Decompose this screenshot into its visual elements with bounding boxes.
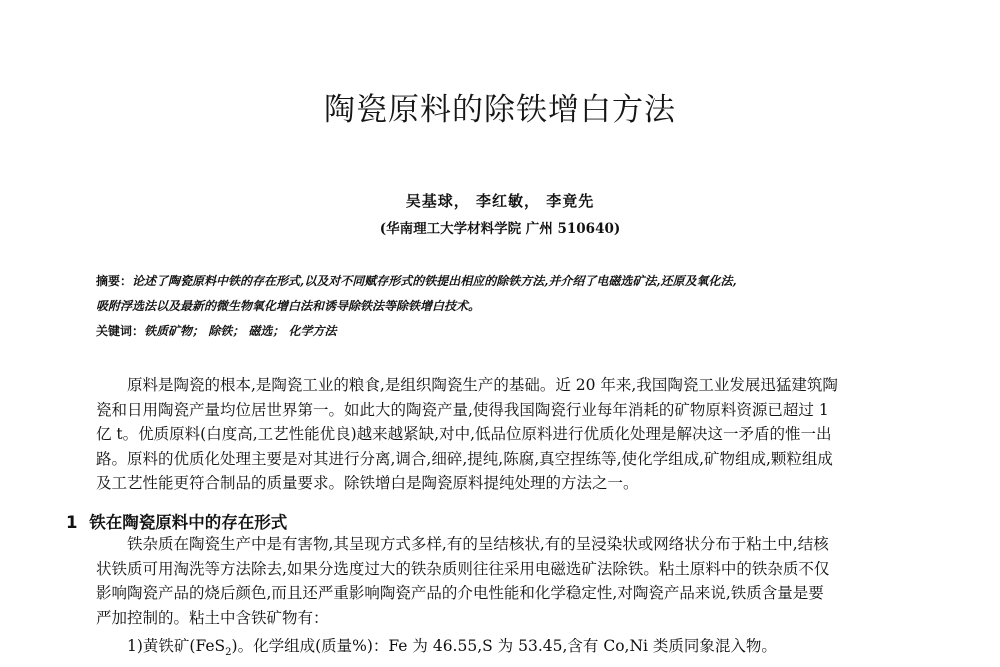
paragraph-line: 亿 t。优质原料(白度高,工艺性能优良)越来越紧缺,对中,低品位原料进行优质化处理是解决这一矛盾的惟一出 [96, 425, 832, 443]
paragraph-line: 瓷和日用陶瓷产量均位居世界第一。如此大的陶瓷产量,使得我国陶瓷行业每年消耗的矿物原料资源已超过 1 [96, 400, 829, 419]
abstract-line-1: 论述了陶瓷原料中铁的存在形式,以及对不同赋存形式的铁提出相应的除铁方法,并介绍了电磁选矿法,还原及氧化法, [132, 274, 737, 288]
section-title: 铁在陶瓷原料中的存在形式 [89, 513, 288, 532]
item-prefix: 1)黄铁矿(FeS [127, 637, 226, 655]
paper-title: 陶瓷原料的除铁增白方法 [324, 92, 676, 128]
paragraph-line: 路。原料的优质化处理主要是对其进行分离,调合,细碎,提纯,陈腐,真空捏练等,使化学组成,矿物组成,颗粒组成 [96, 449, 833, 468]
section-number: 1 [66, 513, 78, 532]
paragraph-line: 状铁质可用淘洗等方法除去,如果分选度过大的铁杂质则往往采用电磁选矿法除铁。粘土原料中的铁杂质不仅 [96, 559, 830, 578]
paragraph-line: 原料是陶瓷的根本,是陶瓷工业的粮食,是组织陶瓷生产的基础。近 20 年来,我国陶瓷工业发展迅猛建筑陶 [127, 376, 838, 394]
paragraph-line: 铁杂质在陶瓷生产中是有害物,其呈现方式多样,有的呈结核状,有的呈浸染状或网络状分布于粘土中,结核 [127, 535, 829, 553]
list-item [127, 634, 777, 658]
affiliation: (华南理工大学材料学院 广州 510640) [379, 221, 621, 237]
section-heading [66, 509, 287, 533]
abstract [96, 269, 916, 319]
abstract-label: 摘要： [96, 274, 133, 288]
intro-paragraph [96, 373, 922, 496]
item-subscript: 2 [225, 647, 232, 659]
section-paragraph [96, 532, 922, 630]
abstract-line-2: 吸附浮选法以及最新的微生物氧化增白法和诱导除铁法等除铁增白技术。 [96, 299, 481, 313]
author-list: 吴基球， 李红敏， 李竟先 [405, 192, 595, 210]
cropped-next-line [420, 658, 940, 667]
paragraph-line: 严加控制的。粘土中含铁矿物有： [96, 608, 329, 627]
paragraph-line: 影响陶瓷产品的烧后颜色,而且还严重影响陶瓷产品的介电性能和化学稳定性,对陶瓷产品来说,铁质含量是要 [96, 584, 824, 602]
keywords-text: 铁质矿物； 除铁； 磁选； 化学方法 [144, 324, 337, 338]
paragraph-line: 及工艺性能更符合制品的质量要求。除铁增白是陶瓷原料提纯处理的方法之一。 [96, 474, 639, 492]
keywords [96, 322, 916, 339]
item-suffix: )。化学组成(质量%)：Fe 为 46.55,S 为 53.45,含有 Co,Ni 类质同象混入物。 [231, 637, 777, 655]
keywords-label: 关键词： [96, 324, 145, 338]
